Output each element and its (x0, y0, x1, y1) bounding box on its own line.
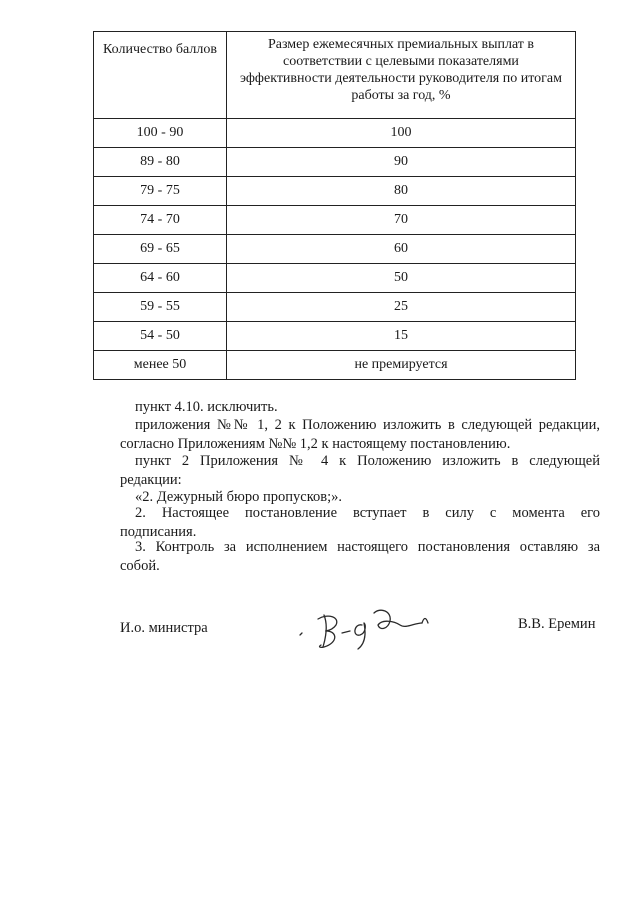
table-row (94, 235, 576, 264)
row-value: 70 (227, 206, 576, 235)
row-range: менее 50 (94, 351, 227, 380)
table-row (94, 293, 576, 322)
table-row (94, 148, 576, 177)
row-value: 60 (227, 235, 576, 264)
paragraph-p6 (120, 538, 600, 576)
row-value: 50 (227, 264, 576, 293)
table-row (94, 351, 576, 380)
signatory-position: И.о. министра (120, 620, 208, 636)
row-value: 90 (227, 148, 576, 177)
row-range: 54 - 50 (94, 322, 227, 351)
paragraph-line: 3. Контроль за исполнением настоящего постановления оставляю за (135, 539, 600, 555)
table-row (94, 177, 576, 206)
bonus-table (93, 31, 576, 380)
header-bonus-size: Размер ежемесячных премиальных выплат в соответствии с целевыми показателями эффективности деятельности руководителя по итогам работы за год, % (227, 32, 576, 119)
paragraph-p5 (120, 504, 600, 542)
paragraph-line: собой. (120, 558, 160, 574)
paragraph-line: «2. Дежурный бюро пропусков;». (135, 489, 343, 505)
paragraph-p2 (120, 416, 600, 454)
table-row (94, 264, 576, 293)
row-value: 15 (227, 322, 576, 351)
table-row (94, 119, 576, 148)
signatory-name: В.В. Еремин (518, 616, 596, 632)
paragraph-p3 (120, 452, 600, 490)
paragraph-p1 (120, 398, 600, 417)
row-range: 89 - 80 (94, 148, 227, 177)
row-range: 74 - 70 (94, 206, 227, 235)
table-row (94, 206, 576, 235)
handwritten-signature (294, 603, 444, 653)
paragraph-line: пункт 2 Приложения № 4 к Положению изложить в следующей (135, 453, 600, 469)
row-value: 100 (227, 119, 576, 148)
paragraph-line: редакции: (120, 472, 182, 488)
row-range: 100 - 90 (94, 119, 227, 148)
paragraph-line: приложения №№ 1, 2 к Положению изложить в следующей редакции, (135, 417, 600, 433)
row-value: 80 (227, 177, 576, 206)
paragraph-line: согласно Приложениям №№ 1,2 к настоящему постановлению. (120, 436, 511, 452)
row-range: 59 - 55 (94, 293, 227, 322)
row-range: 64 - 60 (94, 264, 227, 293)
paragraph-line: подписания. (120, 524, 197, 540)
row-value: не премируется (227, 351, 576, 380)
row-range: 79 - 75 (94, 177, 227, 206)
header-points: Количество баллов (94, 32, 227, 119)
paragraph-line: пункт 4.10. исключить. (135, 399, 278, 415)
row-range: 69 - 65 (94, 235, 227, 264)
table-header-row (94, 32, 576, 119)
table-row (94, 322, 576, 351)
paragraph-line: 2. Настоящее постановление вступает в силу с момента его (135, 505, 600, 521)
row-value: 25 (227, 293, 576, 322)
